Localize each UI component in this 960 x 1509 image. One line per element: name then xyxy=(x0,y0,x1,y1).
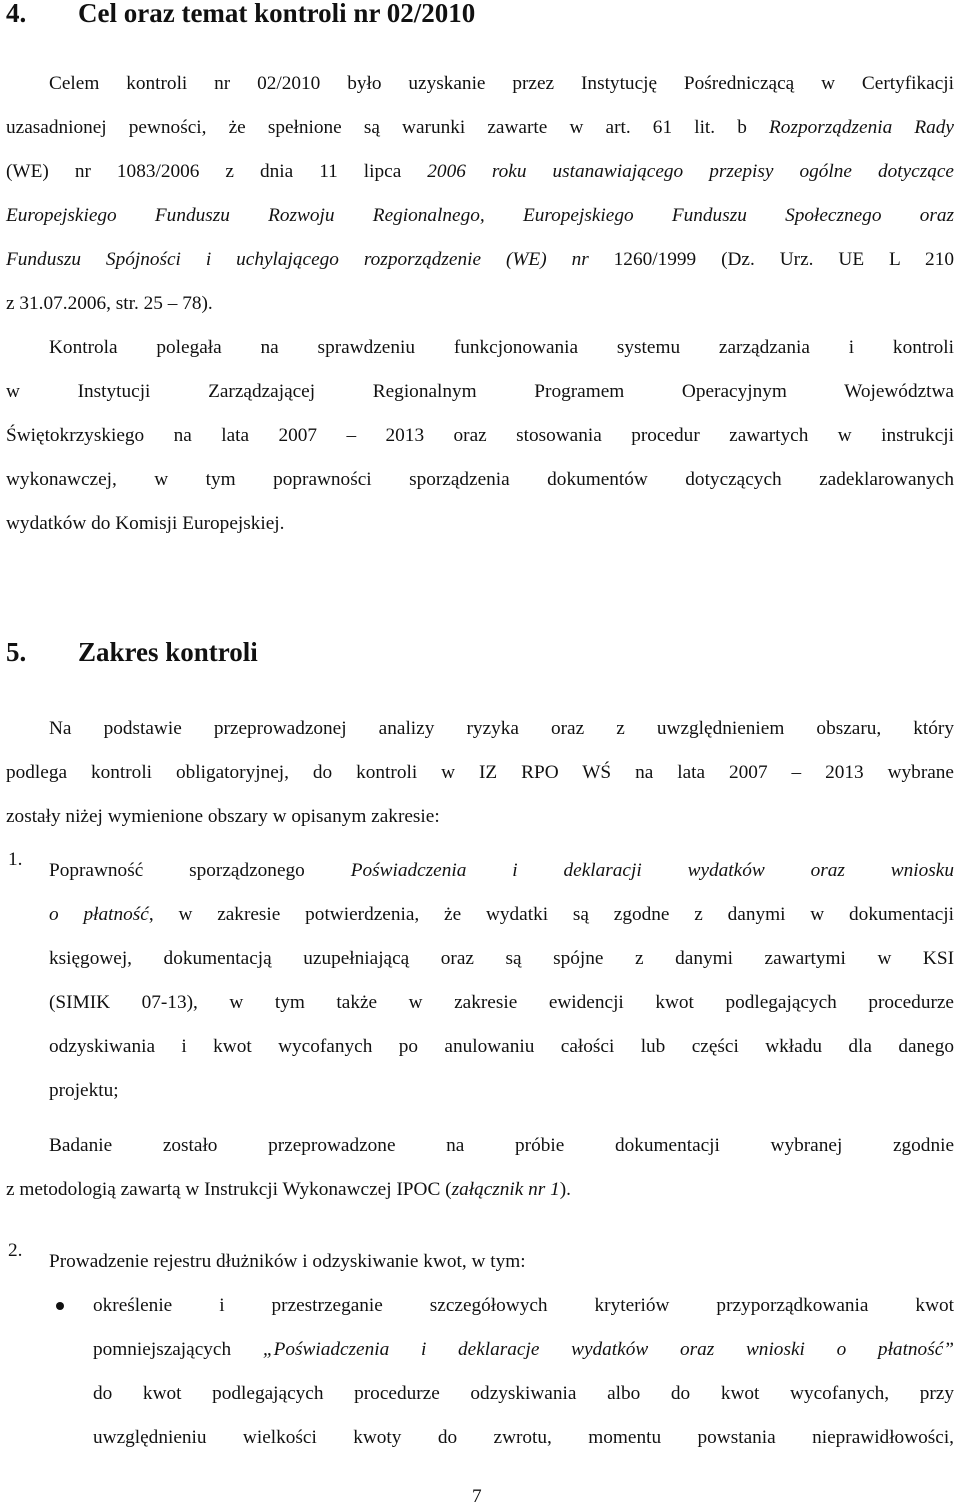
paragraph-line xyxy=(6,1168,954,1212)
paragraph-line xyxy=(6,238,954,282)
paragraph-line xyxy=(6,194,954,238)
text-run: pomniejszających xyxy=(93,1339,263,1360)
regulation-title: Rozporządzenia Rady xyxy=(769,117,954,138)
list-item-1 xyxy=(49,849,954,1113)
section-4-paragraph-2 xyxy=(6,326,954,546)
regulation-title: Europejskiego Funduszu Rozwoju Regionalnego, Europejskiego Funduszu Społecznego oraz xyxy=(6,205,954,226)
regulation-title: 2006 roku ustanawiającego przepisy ogólne dotyczące xyxy=(427,161,954,182)
document-title: o płatność xyxy=(49,904,149,925)
paragraph-line: podlega kontroli obligatoryjnej, do kontroli w IZ RPO WŚ na lata 2007 – 2013 wybrane xyxy=(6,762,954,783)
paragraph-line xyxy=(49,849,954,893)
regulation-title: Funduszu Spójności i uchylającego rozporządzenie (WE) nr xyxy=(6,249,614,270)
paragraph-line: Prowadzenie rejestru dłużników i odzyskiwanie kwot, w tym: xyxy=(49,1251,526,1272)
text-run: (WE) nr 1083/2006 z dnia 11 lipca xyxy=(6,161,428,182)
list-item-2 xyxy=(49,1240,954,1284)
paragraph-line xyxy=(6,150,954,194)
paragraph-line: Badanie zostało przeprowadzone na próbie dokumentacji wybranej zgodnie xyxy=(49,1135,954,1156)
section-5-title: Zakres kontroli xyxy=(78,637,258,667)
section-5-intro xyxy=(6,707,954,839)
method-paragraph xyxy=(6,1124,954,1212)
paragraph-line: wydatków do Komisji Europejskiej. xyxy=(6,513,285,534)
paragraph-line: Świętokrzyskiego na lata 2007 – 2013 oraz stosowania procedur zawartych w instrukcji xyxy=(6,425,954,446)
list-marker-1: 1. xyxy=(8,849,23,870)
bullet-icon xyxy=(56,1302,64,1310)
section-5-number: 5. xyxy=(6,637,27,667)
paragraph-line: z 31.07.2006, str. 25 – 78). xyxy=(6,293,213,314)
paragraph-line: w Instytucji Zarządzającej Regionalnym Programem Operacyjnym Województwa xyxy=(6,381,954,402)
section-4-paragraph-1 xyxy=(6,62,954,326)
text-run: uzasadnionej pewności, że spełnione są warunki zawarte w art. 61 lit. b xyxy=(6,117,770,138)
paragraph-line xyxy=(49,893,954,937)
paragraph-line: Celem kontroli nr 02/2010 było uzyskanie przez Instytucję Pośredniczącą w Certyfikacji xyxy=(49,73,954,94)
page-number: 7 xyxy=(472,1486,482,1507)
list-marker-2: 2. xyxy=(8,1240,23,1261)
text-run: , w zakresie potwierdzenia, że wydatki są zgodne z danymi w dokumentacji xyxy=(148,904,954,925)
paragraph-line xyxy=(6,106,954,150)
paragraph-line: (SIMIK 07-13), w tym także w zakresie ewidencji kwot podlegających procedurze xyxy=(49,992,954,1013)
paragraph-line: określenie i przestrzeganie szczegółowych kryteriów przyporządkowania kwot xyxy=(93,1295,954,1316)
document-title: Poświadczenia i deklaracji wydatków oraz wniosku xyxy=(350,860,954,881)
section-4-number: 4. xyxy=(6,0,27,28)
paragraph-line: do kwot podlegających procedurze odzyskiwania albo do kwot wycofanych, przy xyxy=(93,1383,954,1404)
text-run: Poprawność sporządzonego xyxy=(49,860,351,881)
section-4-title: Cel oraz temat kontroli nr 02/2010 xyxy=(78,0,476,28)
paragraph-line: Kontrola polegała na sprawdzeniu funkcjonowania systemu zarządzania i kontroli xyxy=(49,337,954,358)
paragraph-line: Na podstawie przeprowadzonej analizy ryzyka oraz z uwzględnieniem obszaru, który xyxy=(49,718,954,739)
paragraph-line: zostały niżej wymienione obszary w opisanym zakresie: xyxy=(6,806,440,827)
bullet-item-1 xyxy=(93,1284,954,1460)
text-run: 1260/1999 (Dz. Urz. UE L 210 xyxy=(613,249,954,270)
paragraph-line xyxy=(93,1328,954,1372)
text-run: ). xyxy=(559,1179,571,1200)
paragraph-line: projektu; xyxy=(49,1080,119,1101)
paragraph-line: uwzględnieniu wielkości kwoty do zwrotu, momentu powstania nieprawidłowości, xyxy=(93,1427,954,1448)
attachment-reference: załącznik nr 1 xyxy=(451,1179,560,1200)
section-5-heading xyxy=(6,637,258,668)
paragraph-line: księgowej, dokumentacją uzupełniającą oraz są spójne z danymi zawartymi w KSI xyxy=(49,948,954,969)
section-4-heading xyxy=(6,0,475,29)
text-run: z metodologią zawartą w Instrukcji Wykonawczej IPOC ( xyxy=(6,1179,452,1200)
paragraph-line: odzyskiwania i kwot wycofanych po anulowaniu całości lub części wkładu dla danego xyxy=(49,1036,954,1057)
document-title: „Poświadczenia i deklaracje wydatków oraz wnioski o płatność” xyxy=(262,1339,954,1360)
paragraph-line: wykonawczej, w tym poprawności sporządzenia dokumentów dotyczących zadeklarowanych xyxy=(6,469,954,490)
